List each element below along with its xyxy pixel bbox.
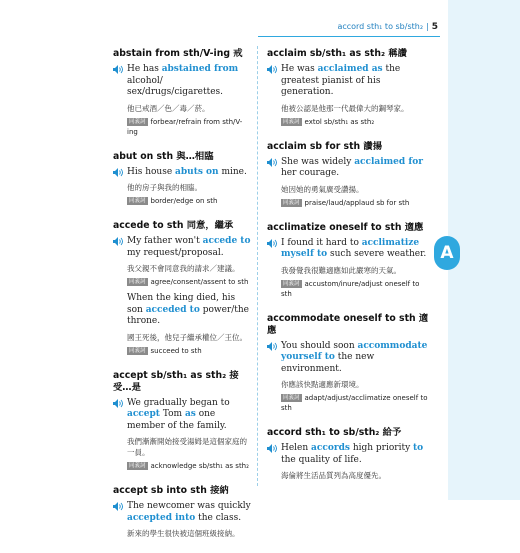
synonyms: 同義詞 forbear/refrain from sth/V-ing (127, 117, 243, 136)
synonym-badge: 同義詞 (129, 198, 146, 204)
translation: 他被公認是他那一代最偉大的鋼琴家。 (281, 103, 409, 113)
synonym-badge: 同義詞 (283, 199, 300, 206)
synonyms: 同義詞 border/edge on sth (129, 197, 218, 205)
speaker-icon[interactable] (113, 168, 123, 177)
column-divider (257, 46, 258, 486)
letter-tab[interactable]: A (434, 236, 460, 270)
header-range: accord sth₁ to sb/sth₂ (337, 22, 424, 31)
example-sentence: You should soon accommodate yourself to the new environment. (267, 341, 429, 376)
speaker-icon[interactable] (113, 399, 123, 408)
entry-abut-on (113, 151, 251, 207)
left-column (113, 48, 251, 553)
translation: 他已戒酒／色／毒／菸。 (127, 103, 210, 113)
entry-acclaim-as (267, 48, 429, 127)
speaker-icon[interactable] (113, 237, 123, 246)
synonym-badge: 同義詞 (129, 118, 146, 125)
headword: acclaim sb/sth₁ as sth₂ 稱讚 (267, 48, 407, 59)
synonyms: 同義詞 extol sb/sth₁ as sth₂ (283, 117, 375, 126)
synonyms-2: 同義詞 succeed to sth (129, 346, 202, 355)
synonym-badge: 同義詞 (129, 279, 146, 285)
entry-accept-as (113, 370, 251, 472)
entry-acclaim-for (267, 141, 429, 208)
headword: acclaim sb for sth 讚揚 (267, 140, 383, 152)
synonyms: 同義詞 acknowledge sb/sth₁ as sth₂ (129, 462, 249, 470)
right-column (267, 48, 429, 495)
headword: accept sb into sth 接納 (113, 485, 229, 496)
entry-abstain-from (113, 48, 251, 137)
example-sentence: The newcomer was quickly accepted into the class. (113, 501, 251, 524)
synonyms: 同義詞 praise/laud/applaud sb for sth (283, 198, 410, 207)
example-sentence: Helen accords high priority to the quality of life. (267, 443, 429, 466)
example-sentence: He has abstained from alcohol/ sex/drugs/cigarettes. (113, 64, 251, 99)
translation-2: 國王死後，他兒子繼承權位／王位。 (127, 332, 247, 342)
headword: accommodate oneself to sth 適應 (267, 312, 429, 336)
headword: abstain from sth/V-ing 戒 (113, 48, 243, 59)
running-header (332, 22, 438, 32)
example-sentence: We gradually began to accept Tom as one member of the family. (113, 398, 251, 433)
speaker-icon[interactable] (267, 239, 277, 248)
headword: accept sb/sth₁ as sth₂ 接受…是 (113, 369, 239, 393)
headword: accede to sth 同意，繼承 (113, 220, 234, 231)
speaker-icon[interactable] (267, 158, 277, 167)
synonym-badge: 同義詞 (129, 347, 146, 354)
example-sentence: My father won't accede to my request/proposal. (113, 236, 251, 259)
speaker-icon[interactable] (113, 502, 123, 511)
entry-accommodate (267, 313, 429, 414)
example-sentence: She was widely acclaimed for her courage. (267, 157, 429, 180)
example-sentence-2: When the king died, his son acceded to power/the throne. (127, 293, 249, 326)
speaker-icon[interactable] (267, 65, 277, 74)
header-rule (258, 36, 440, 37)
synonyms: 同義詞 accustom/inure/adjust oneself to sth (281, 279, 420, 298)
translation: 新來的學生很快被這個班級接納。 (127, 529, 240, 538)
headword: acclimatize oneself to sth 適應 (267, 221, 424, 233)
example-sentence: His house abuts on mine. (113, 167, 251, 179)
translation: 海倫將生活品質列為高度優先。 (281, 471, 386, 480)
headword: accord sth₁ to sb/sth₂ 給予 (267, 427, 402, 438)
translation: 他的房子與我的相臨。 (127, 183, 202, 192)
example-sentence: I found it hard to acclimatize myself to such severe weather. (267, 238, 429, 261)
entry-accept-into (113, 485, 251, 539)
example-sentence: He was acclaimed as the greatest pianist of his generation. (267, 64, 429, 99)
synonym-badge: 同義詞 (283, 395, 300, 401)
synonym-badge: 同義詞 (283, 118, 300, 125)
entry-accord-to (267, 427, 429, 481)
translation: 我們漸漸開始接受湯姆是這個家庭的一員。 (127, 437, 247, 457)
translation: 我父親不會同意我的請求／建議。 (127, 264, 240, 273)
speaker-icon[interactable] (113, 65, 123, 74)
entry-acclimatize (267, 222, 429, 299)
entry-accede-to (113, 220, 251, 356)
page-number: 5 (431, 22, 438, 32)
translation: 我發覺我很難適應如此嚴寒的天氣。 (281, 265, 401, 275)
synonym-badge: 同義詞 (283, 280, 300, 287)
synonyms: 同義詞 agree/consent/assent to sth (129, 278, 249, 286)
synonyms: 同義詞 adapt/adjust/acclimatize oneself to sth (281, 394, 428, 412)
speaker-icon[interactable] (267, 342, 277, 351)
synonym-badge: 同義詞 (129, 463, 146, 469)
translation: 你應該快點適應新環境。 (281, 380, 364, 389)
translation: 她因她的勇氣廣受讚揚。 (281, 184, 364, 194)
headword: abut on sth 與…相臨 (113, 150, 214, 162)
header-separator: | (426, 22, 429, 31)
speaker-icon[interactable] (267, 444, 277, 453)
